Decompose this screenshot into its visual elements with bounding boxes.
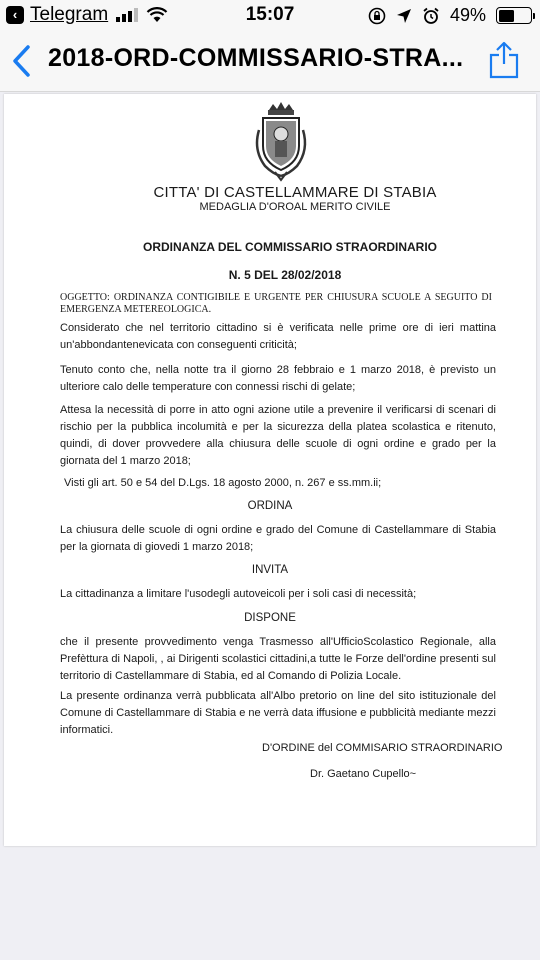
paragraph-chiusura: La chiusura delle scuole di ogni ordine e grado del Comune di Castellammare di Stabia per la giornata di giovedi 1 marzo 2018; [60,524,496,553]
section-ordina: ORDINA [247,500,293,512]
city-crest-emblem [251,100,311,182]
alarm-icon [422,7,440,25]
document-page[interactable] [4,94,536,846]
navigation-bar [0,30,540,92]
paragraph-trasmesso: che il presente provvedimento venga Trasmesso all'UfficioScolastico Regionale, alla Prefèttura di Napoli, , ai Dirigenti scolastici cittadini,a tutte le Forze dell'ordine presenti sul territorio di Castellammare di Stabia, ed al Comando di Polizia Locale. [60,636,496,682]
ordinance-heading: ORDINANZA DEL COMMISSARIO STRAORDINARIO [143,240,437,254]
ordinance-number: N. 5 DEL 28/02/2018 [228,268,342,282]
back-to-app-icon[interactable]: ‹ [6,6,24,24]
back-chevron-icon[interactable] [10,44,34,78]
share-icon[interactable] [488,40,520,80]
clock: 15:07 [245,4,295,25]
section-dispone: DISPONE [244,612,296,624]
status-bar-right [368,5,532,26]
paragraph-cittadinanza: La cittadinanza a limitare l'usodegli autoveicoli per i soli casi di necessità; [60,588,417,600]
paragraph-attesa: Attesa la necessità di porre in atto ogni azione utile a prevenire il verificarsi di scenari di rischio per la pubblica incolumità e per la sicurezza della platea scolastica e ritenuto, quindi, di dover provvedere alla chiusura delle scuole di ogni ordine e grado per la giornata del 1 marzo 2018; [60,404,496,467]
document-title: 2018-ORD-COMMISSARIO-STRA... [48,44,464,72]
back-to-app-label[interactable]: Telegram [30,4,109,25]
section-invita: INVITA [251,564,289,576]
paragraph-considerato: Considerato che nel territorio cittadino si è verificata nelle prime ore di ieri mattina un'abbondantenevicata con conseguenti criticità; [60,322,496,351]
rotation-lock-icon [368,7,386,25]
battery-level [499,10,514,22]
signature-name: Dr. Gaetano Cupello~ [310,768,417,780]
status-bar [0,0,540,30]
battery-icon [496,7,532,24]
paragraph-tenuto-conto: Tenuto conto che, nella notte tra il giorno 28 febbraio e 1 marzo 2018, è previsto un ulteriore calo delle temperature con connessi rischi di gelate; [60,364,496,393]
battery-percent: 49% [449,5,486,25]
paragraph-visti: Visti gli art. 50 e 54 del D.Lgs. 18 agosto 2000, n. 267 e ss.mm.ii; [64,477,382,489]
city-name: CITTA' DI CASTELLAMMARE DI STABIA [153,184,437,201]
location-icon [396,8,412,24]
paragraph-pubblicazione: La presente ordinanza verrà pubblicata all'Albo pretorio on line del sito istituzionale del Comune di Castellammare di Stabia e ne verrà data iffusione e pubblicità mediante mezzi informatici. [60,690,496,736]
city-medal: MEDAGLIA D'OROAL MERITO CIVILE [199,201,391,213]
signature-line: D'ORDINE del COMMISARIO STRAORDINARIO [262,742,503,754]
ordinance-subject: OGGETTO: ORDINANZA CONTIGIBILE E URGENTE PER CHIUSURA SCUOLE A SEGUITO DI EMERGENZA METEREOLOGICA. [60,292,492,315]
